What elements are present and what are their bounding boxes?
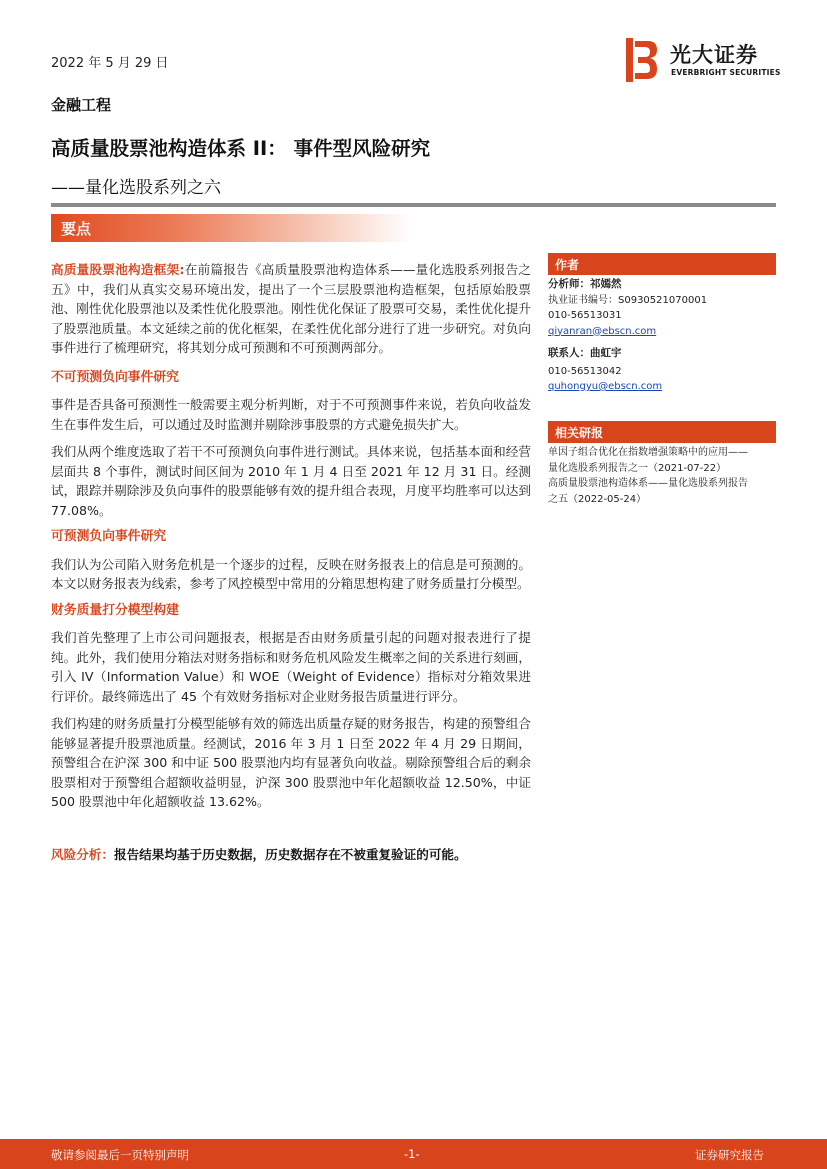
sidebar-related — [548, 421, 776, 507]
intro-text: 在前篇报告《高质量股票池构造体系——量化选股系列报告之五》中，我们从真实交易环境出发，提出了一个三层股票池构造框架，包括原始股票池、刚性优化股票池以及柔性优化股票池。刚性优化保证了股票可交易，柔性优化提升了股票池质量。本文延续之前的优化框架，在柔性优化部分进行了进一步研究。对负向事件进行了梳理研究，将其划分成可预测和不可预测两部分。 — [51, 262, 532, 355]
logo-chinese-name: 光大证券 — [670, 43, 758, 67]
analyst-phone: 010-56513031 — [548, 310, 622, 321]
report-date: 2022 年 5 月 29 日 — [51, 56, 169, 71]
analyst-email-link[interactable]: qiyanran@ebscn.com — [548, 325, 657, 337]
key-points-label: 要点 — [61, 220, 92, 238]
page-footer — [0, 1139, 827, 1169]
analyst-license: 执业证书编号：S0930521070001 — [548, 294, 708, 306]
author-header: 作者 — [548, 253, 776, 275]
section-unpredictable-p2: 我们从两个维度选取了若干不可预测负向事件进行测试。具体来说，包括基本面和经营层面共 8 个事件，测试时间区间为 2010 年 1 月 4 日至 2021 年 12 月 31 日。经测试，跟踪并剔除涉及负向事件的股票能够有效的提升组合表现，月度平均胜率可以达到 77.08%。 — [51, 444, 531, 518]
everbright-logo-icon — [626, 38, 658, 82]
report-category: 金融工程 — [51, 96, 112, 114]
main-content — [51, 260, 531, 864]
footer-page-number: -1- — [404, 1147, 420, 1161]
title-divider — [51, 203, 776, 207]
section-heading-predictable: 可预测负向事件研究 — [51, 529, 167, 544]
analyst-name: 分析师：祁嫣然 — [548, 278, 622, 290]
report-title: 高质量股票池构造体系 II： 事件型风险研究 — [51, 137, 431, 160]
contact-name: 联系人：曲虹宇 — [548, 347, 622, 359]
related-report-2-line-1[interactable]: 高质量股票池构造体系——量化选股系列报告 — [548, 478, 748, 489]
risk-label: 风险分析： — [51, 846, 114, 862]
section-unpredictable-p1: 事件是否具备可预测性一般需要主观分析判断，对于不可预测事件来说，若负向收益发生在事件发生后，可以通过及时监测并剔除涉事股票的方式避免损失扩大。 — [51, 397, 531, 432]
intro-highlight: 高质量股票池构造框架: — [51, 262, 185, 277]
risk-text: 报告结果均基于历史数据，历史数据存在不被重复验证的可能。 — [113, 846, 467, 862]
section-heading-unpredictable: 不可预测负向事件研究 — [51, 369, 179, 385]
logo-english-name: EVERBRIGHT SECURITIES — [671, 68, 781, 77]
key-points-banner — [51, 214, 411, 242]
related-report-2-line-2[interactable]: 之五（2022-05-24） — [548, 493, 647, 505]
report-subtitle: ——量化选股系列之六 — [51, 178, 221, 198]
contact-email[interactable] — [548, 379, 776, 395]
analyst-email[interactable] — [548, 324, 776, 340]
section-predictable-p1: 我们认为公司陷入财务危机是一个逐步的过程，反映在财务报表上的信息是可预测的。本文以财务报表为线索，参考了风控模型中常用的分箱思想构建了财务质量打分模型。 — [51, 556, 531, 591]
contact-email-link[interactable]: quhongyu@ebscn.com — [548, 381, 663, 392]
related-report-1-line-1[interactable]: 单因子组合优化在指数增强策略中的应用—— — [548, 447, 748, 458]
risk-analysis — [51, 845, 531, 865]
footer-report-type: 证券研究报告 — [695, 1148, 764, 1162]
brand-logo — [626, 38, 786, 82]
section-model-p1: 我们首先整理了上市公司问题报表，根据是否由财务质量引起的问题对报表进行了提纯。此外，我们使用分箱法对财务指标和财务危机风险发生概率之间的关系进行刻画，引入 IV（Information Value）和 WOE（Weight of Evidence）指标对分箱效果进行评价。最终筛选出了 45 个有效财务指标对企业财务报告质量进行评分。 — [51, 630, 531, 704]
related-header: 相关研报 — [548, 421, 776, 443]
related-report-1-line-2[interactable]: 量化选股系列报告之一（2021-07-22） — [548, 462, 727, 474]
section-model-p2: 我们构建的财务质量打分模型能够有效的筛选出质量存疑的财务报告，构建的预警组合能够显著提升股票池质量。经测试，2016 年 3 月 1 日至 2022 年 4 月 29 日期间，预警组合在沪深 300 和中证 500 股票池内均有显著负向收益。剔除预警组合后的剩余股票相对于预警组合超额收益明显，沪深 300 股票池中年化超额收益 12.50%，中证 500 股票池中年化超额收益 13.62%。 — [51, 716, 531, 809]
contact-phone: 010-56513042 — [548, 365, 622, 377]
intro-paragraph — [51, 260, 531, 358]
section-heading-model: 财务质量打分模型构建 — [51, 602, 179, 618]
sidebar-author — [548, 253, 776, 395]
footer-disclaimer: 敬请参阅最后一页特别声明 — [51, 1148, 189, 1162]
